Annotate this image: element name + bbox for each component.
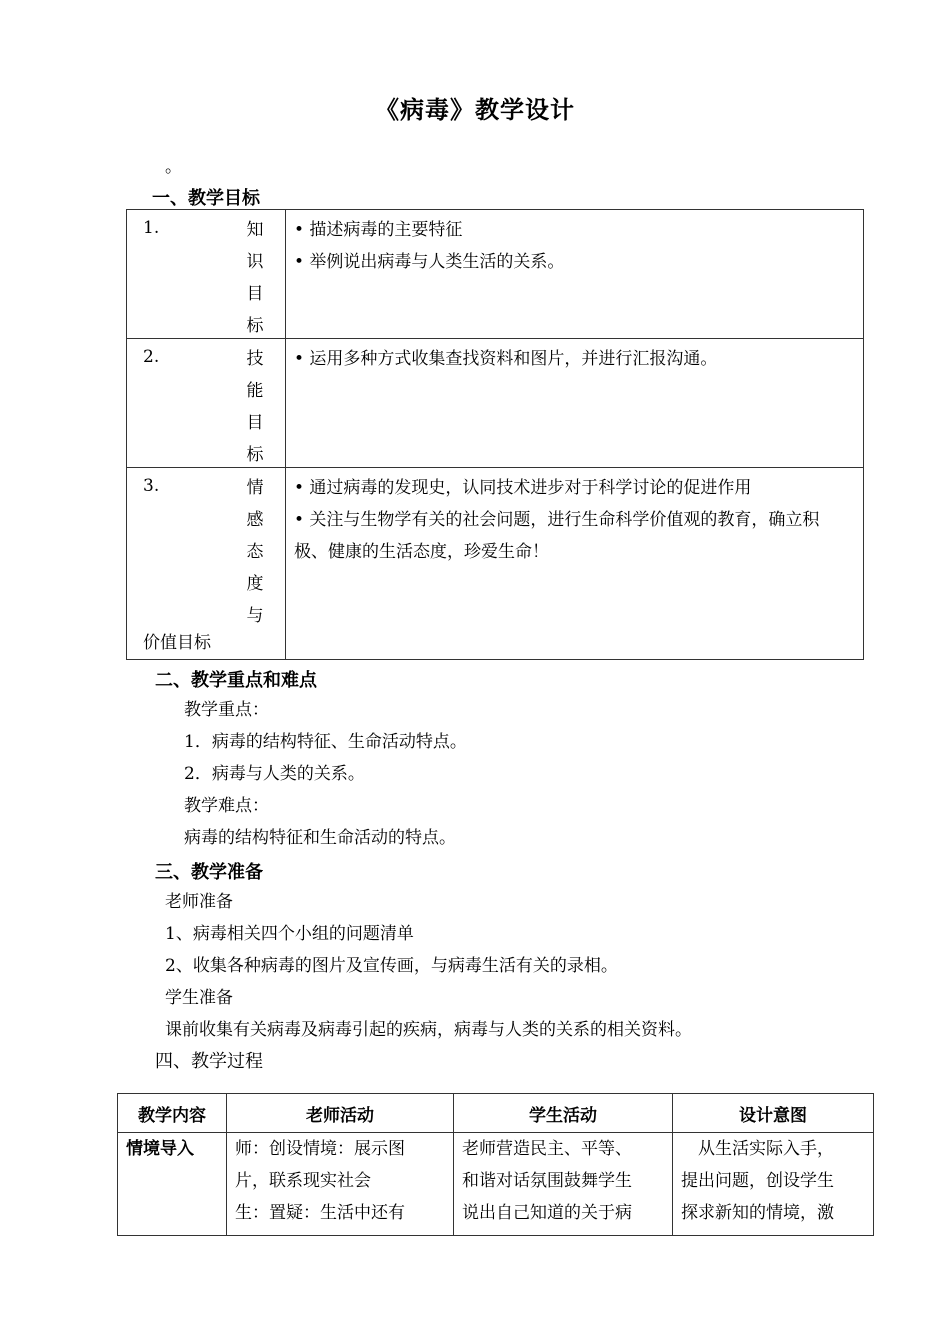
goal-label-cell bbox=[127, 468, 286, 660]
goal-number: 1. bbox=[143, 218, 160, 238]
process-content-cell: 情境导入 bbox=[118, 1133, 227, 1236]
difficulty-text: 病毒的结构特征和生命活动的特点。 bbox=[184, 828, 456, 848]
goal-number: 2. bbox=[143, 347, 160, 367]
col-content-header: 教学内容 bbox=[118, 1094, 227, 1133]
teacher-prep-item: 2、收集各种病毒的图片及宣传画，与病毒生活有关的录相。 bbox=[165, 956, 618, 976]
col-intent-header: 设计意图 bbox=[673, 1094, 874, 1133]
goal-content-cell bbox=[286, 210, 864, 339]
goals-table bbox=[126, 209, 864, 660]
section-4-heading: 四、教学过程 bbox=[155, 1051, 263, 1072]
student-prep-label: 学生准备 bbox=[165, 988, 233, 1008]
section-1-heading: 一、教学目标 bbox=[152, 188, 260, 209]
focus-label: 教学重点： bbox=[184, 700, 269, 720]
goal-label-cell bbox=[127, 339, 286, 468]
goal-label-tail: 价值目标 bbox=[143, 633, 211, 653]
goal-label-vertical: 情 感 态 度 与 bbox=[246, 478, 264, 626]
process-table bbox=[117, 1093, 874, 1236]
difficulty-label: 教学难点： bbox=[184, 796, 269, 816]
goal-row-knowledge bbox=[127, 210, 864, 339]
goal-item: • 描述病毒的主要特征 bbox=[294, 220, 463, 240]
teacher-prep-item: 1、病毒相关四个小组的问题清单 bbox=[165, 924, 414, 944]
goal-item: • 关注与生物学有关的社会问题，进行生命科学价值观的教育，确立积极、健康的生活态度，珍爱生命！ bbox=[294, 510, 820, 562]
process-header-row bbox=[118, 1094, 874, 1133]
goal-number: 3. bbox=[143, 476, 160, 496]
goal-label-vertical: 知 识 目 标 bbox=[246, 220, 264, 336]
goal-label-vertical: 技 能 目 标 bbox=[246, 349, 264, 465]
section-2-heading: 二、教学重点和难点 bbox=[155, 670, 317, 691]
goal-item: • 运用多种方式收集查找资料和图片，并进行汇报沟通。 bbox=[294, 349, 718, 369]
student-prep-text: 课前收集有关病毒及病毒引起的疾病，病毒与人类的关系的相关资料。 bbox=[165, 1020, 692, 1040]
focus-item: 2．病毒与人类的关系。 bbox=[184, 764, 365, 784]
goal-item: • 通过病毒的发现史，认同技术进步对于科学讨论的促进作用 bbox=[294, 478, 752, 498]
teacher-prep-label: 老师准备 bbox=[165, 892, 233, 912]
goal-content-cell bbox=[286, 468, 864, 660]
goal-content-cell bbox=[286, 339, 864, 468]
document-title: 《病毒》教学设计 bbox=[375, 95, 575, 124]
stray-mark: 。 bbox=[165, 157, 182, 177]
col-student-header: 学生活动 bbox=[454, 1094, 673, 1133]
process-intent-cell: 从生活实际入手， 提出问题，创设学生 探求新知的情境，激 bbox=[673, 1133, 874, 1236]
goal-row-skill bbox=[127, 339, 864, 468]
section-3-heading: 三、教学准备 bbox=[155, 862, 263, 883]
goal-item: • 举例说出病毒与人类生活的关系。 bbox=[294, 252, 565, 272]
process-row bbox=[118, 1133, 874, 1236]
focus-item: 1．病毒的结构特征、生命活动特点。 bbox=[184, 732, 467, 752]
goal-label-cell bbox=[127, 210, 286, 339]
process-student-cell: 老师营造民主、平等、 和谐对话氛围鼓舞学生 说出自己知道的关于病 bbox=[454, 1133, 673, 1236]
process-teacher-cell: 师：创设情境：展示图 片，联系现实社会 生：置疑：生活中还有 bbox=[227, 1133, 454, 1236]
goal-row-attitude bbox=[127, 468, 864, 660]
col-teacher-header: 老师活动 bbox=[227, 1094, 454, 1133]
